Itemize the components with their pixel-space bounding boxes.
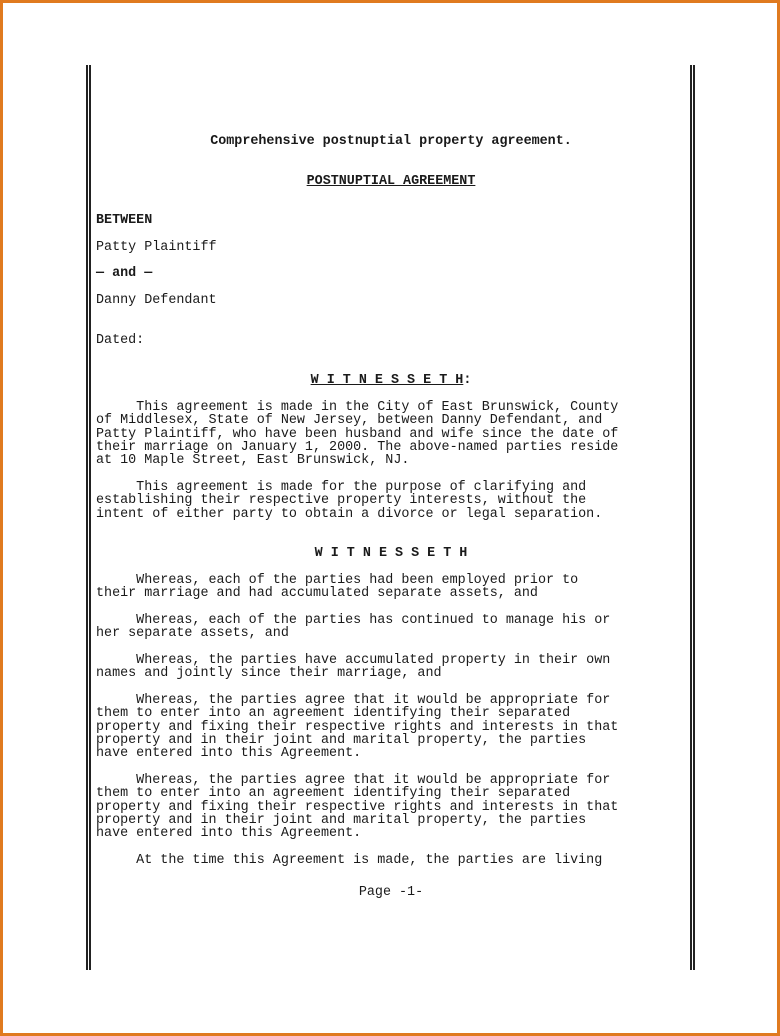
document-title <box>96 175 686 188</box>
left-margin-rule <box>86 65 91 970</box>
whereas-paragraph-2: Whereas, each of the parties has continued to manage his or her separate assets, and <box>96 613 611 642</box>
whereas-paragraph-3: Whereas, the parties have accumulated property in their own names and jointly since their marriage, and <box>96 653 611 682</box>
document-caption: Comprehensive postnuptial property agreement. <box>210 134 572 149</box>
and-label: — and — <box>96 266 153 281</box>
party-plaintiff: Patty Plaintiff <box>96 240 217 255</box>
witnesseth-heading-2: W I T N E S S E T H <box>314 546 468 561</box>
party-defendant: Danny Defendant <box>96 293 217 308</box>
document-title-text: POSTNUPTIAL AGREEMENT <box>306 174 476 189</box>
whereas-paragraph-5: Whereas, the parties agree that it would be appropriate for them to enter into an agreement identifying their separated property and fixing their respective rights and interests in that property and in their joint and marital property, the parties have entered into this Agreement. <box>96 773 619 842</box>
between-label: BETWEEN <box>96 213 153 228</box>
dated-label: Dated: <box>96 333 145 348</box>
intro-paragraph-2: This agreement is made for the purpose of clarifying and establishing their respective property interests, without the intent of either party to obtain a divorce or legal separation. <box>96 480 603 522</box>
intro-paragraph-1: This agreement is made in the City of East Brunswick, County of Middlesex, State of New Jersey, between Danny Defendant, and Patty Plaintiff, who have been husband and wife since the date of their marriage on January 1, 2000. The above-named parties reside at 10 Maple Street, East Brunswick, NJ. <box>96 400 619 469</box>
witnesseth-heading-1 <box>96 374 686 387</box>
page-number: Page -1- <box>358 885 424 900</box>
document-page <box>96 0 696 900</box>
whereas-paragraph-1: Whereas, each of the parties had been employed prior to their marriage and had accumulated separate assets, and <box>96 573 579 602</box>
witnesseth-heading-1-text: W I T N E S S E T H <box>310 373 464 388</box>
whereas-paragraph-6: At the time this Agreement is made, the parties are living <box>96 853 603 868</box>
witnesseth-heading-1-colon: : <box>463 373 472 388</box>
whereas-paragraph-4: Whereas, the parties agree that it would be appropriate for them to enter into an agreement identifying their separated property and fixing their respective rights and interests in that property and in their joint and marital property, the parties have entered into this Agreement. <box>96 693 619 762</box>
